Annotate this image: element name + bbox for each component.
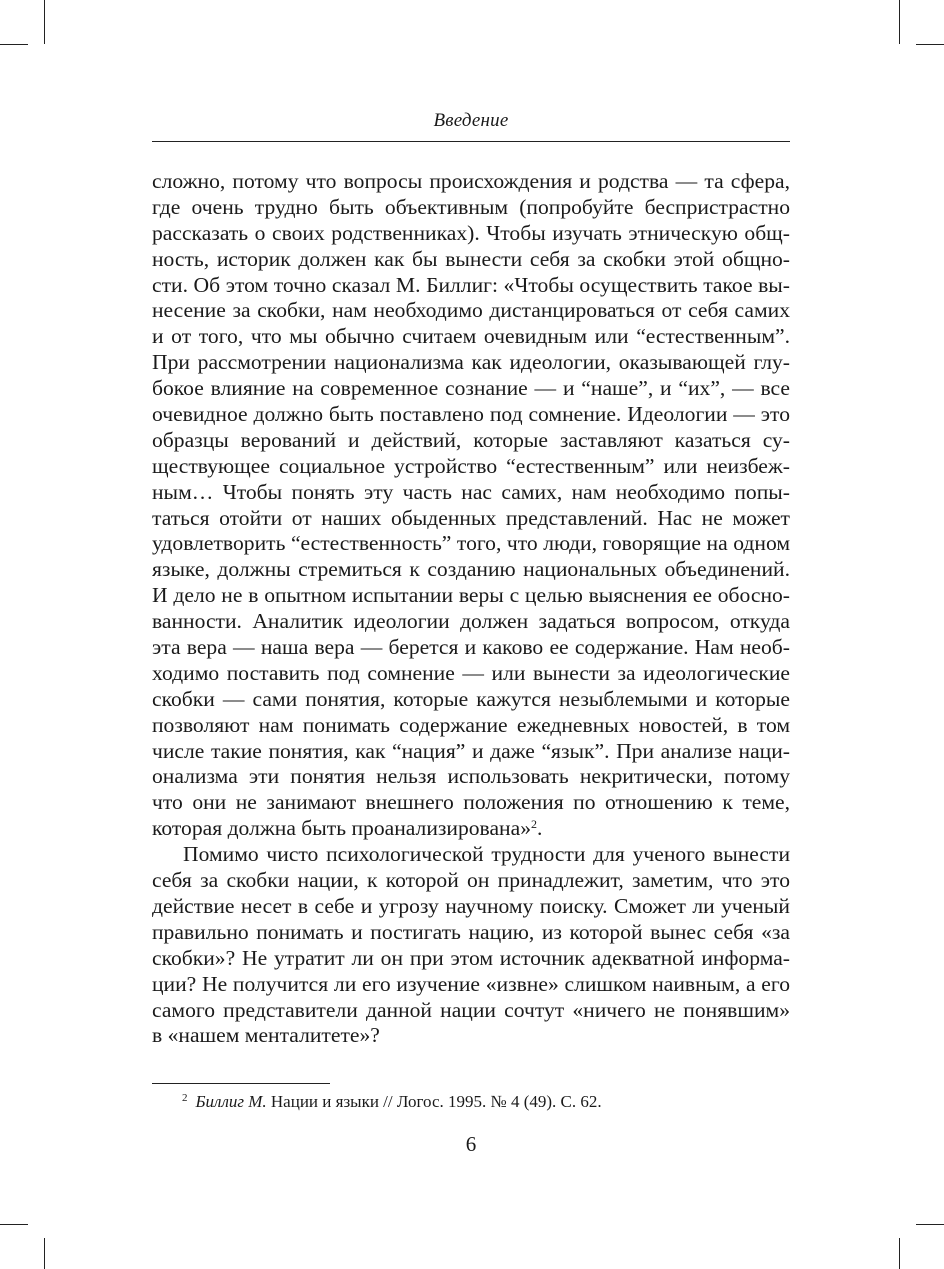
text-line: позволяют нам понимать содержание ежедневных новостей, в том [152, 712, 790, 737]
crop-mark [44, 1238, 45, 1269]
text-line: Помимо чисто психологической трудности для ученого вынести [183, 842, 790, 867]
text-line: эта вера — наша вера — берется и каково ее содержание. Нам необ- [152, 635, 790, 660]
crop-mark [0, 1224, 28, 1225]
text-line: и от того, что мы обычно считаем очевидным или “естественным”. [152, 324, 790, 349]
text-line: правильно понимать и постигать нацию, из которой вынес себя «за [152, 919, 790, 944]
footnote-text: Нации и языки // Логос. 1995. № 4 (49). С. 62. [270, 1092, 602, 1111]
footnote-ref[interactable]: 2 [531, 817, 537, 832]
footnote-author: Биллиг М. [195, 1092, 267, 1111]
text-line: действие несет в себе и угрозу научному поиску. Сможет ли ученый [152, 893, 790, 918]
text-line: которая должна быть проанализирована»$^2$. [152, 816, 543, 841]
page-number: 6 [465, 1132, 477, 1156]
text-line: И дело не в опытном испытании веры с целью выяснения ее обосно- [152, 583, 790, 608]
text-line: что они не занимают внешнего положения по отношению к теме, [152, 790, 790, 815]
text-line: числе такие понятия, как “нация” и даже “язык”. При анализе наци- [152, 738, 790, 763]
text-line: ществующее социальное устройство “естественным” или неизбеж- [152, 453, 790, 478]
text-line: скобки — сами понятия, которые кажутся незыблемыми и которые [152, 686, 790, 711]
text-line: несение за скобки, нам необходимо дистанцироваться от себя самих [152, 298, 790, 323]
text-line: таться отойти от наших обыденных представлений. Нас не может [152, 505, 790, 530]
footnote-rule [152, 1083, 330, 1084]
text-line: рассказать о своих родственниках). Чтобы изучать этническую общ- [152, 220, 790, 245]
crop-mark [0, 44, 28, 45]
text-line: себя за скобки нации, к которой он принадлежит, заметим, что это [152, 868, 790, 893]
footnote-number: 2 [182, 1092, 188, 1104]
body-text [152, 169, 790, 1049]
running-head: Введение [433, 110, 509, 131]
text-line: ность, историк должен как бы вынести себя за скобки этой общно- [152, 246, 790, 271]
paragraph-2 [152, 842, 790, 1049]
text-line: ванности. Аналитик идеологии должен задаться вопросом, откуда [152, 609, 790, 634]
text-line: ным… Чтобы понять эту часть нас самих, нам необходимо попы- [152, 479, 790, 504]
paragraph-1 [152, 169, 790, 816]
text-line: в «нашем менталитете»? [152, 1023, 380, 1048]
crop-mark [899, 1238, 900, 1269]
footnote [182, 1091, 602, 1113]
text-line: где очень трудно быть объективным (попробуйте беспристрастно [152, 194, 790, 219]
text-line: бокое влияние на современное сознание — и “наше”, и “их”, — все [152, 376, 790, 401]
text-line: очевидное должно быть поставлено под сомнение. Идеологии — это [152, 402, 790, 427]
text-line: самого представители данной нации сочтут «ничего не понявшим» [152, 997, 790, 1022]
crop-mark [916, 1224, 944, 1225]
text-line: При рассмотрении национализма как идеологии, оказывающей глу- [152, 350, 790, 375]
text-line: ции? Не получится ли его изучение «извне» слишком наивным, а его [152, 971, 790, 996]
text-line: онализма эти понятия нельзя использовать некритически, потому [152, 764, 790, 789]
text-line: сложно, потому что вопросы происхождения и родства — та сфера, [152, 169, 790, 193]
text-line: скобки»? Не утратит ли он при этом источник адекватной информа- [152, 945, 790, 970]
text-line: сти. Об этом точно сказал М. Биллиг: «Чтобы осуществить такое вы- [152, 272, 790, 297]
crop-mark [899, 0, 900, 44]
header-rule [152, 141, 790, 142]
text-line: образцы верований и действий, которые заставляют казаться су- [152, 427, 790, 452]
text-line: удовлетворить “естественность” того, что люди, говорящие на одном [152, 531, 790, 556]
text-line: ходимо поставить под сомнение — или вынести за идеологические [152, 660, 790, 685]
crop-mark [916, 44, 944, 45]
crop-mark [44, 0, 45, 44]
text-line: языке, должны стремиться к созданию национальных объединений. [152, 557, 790, 582]
